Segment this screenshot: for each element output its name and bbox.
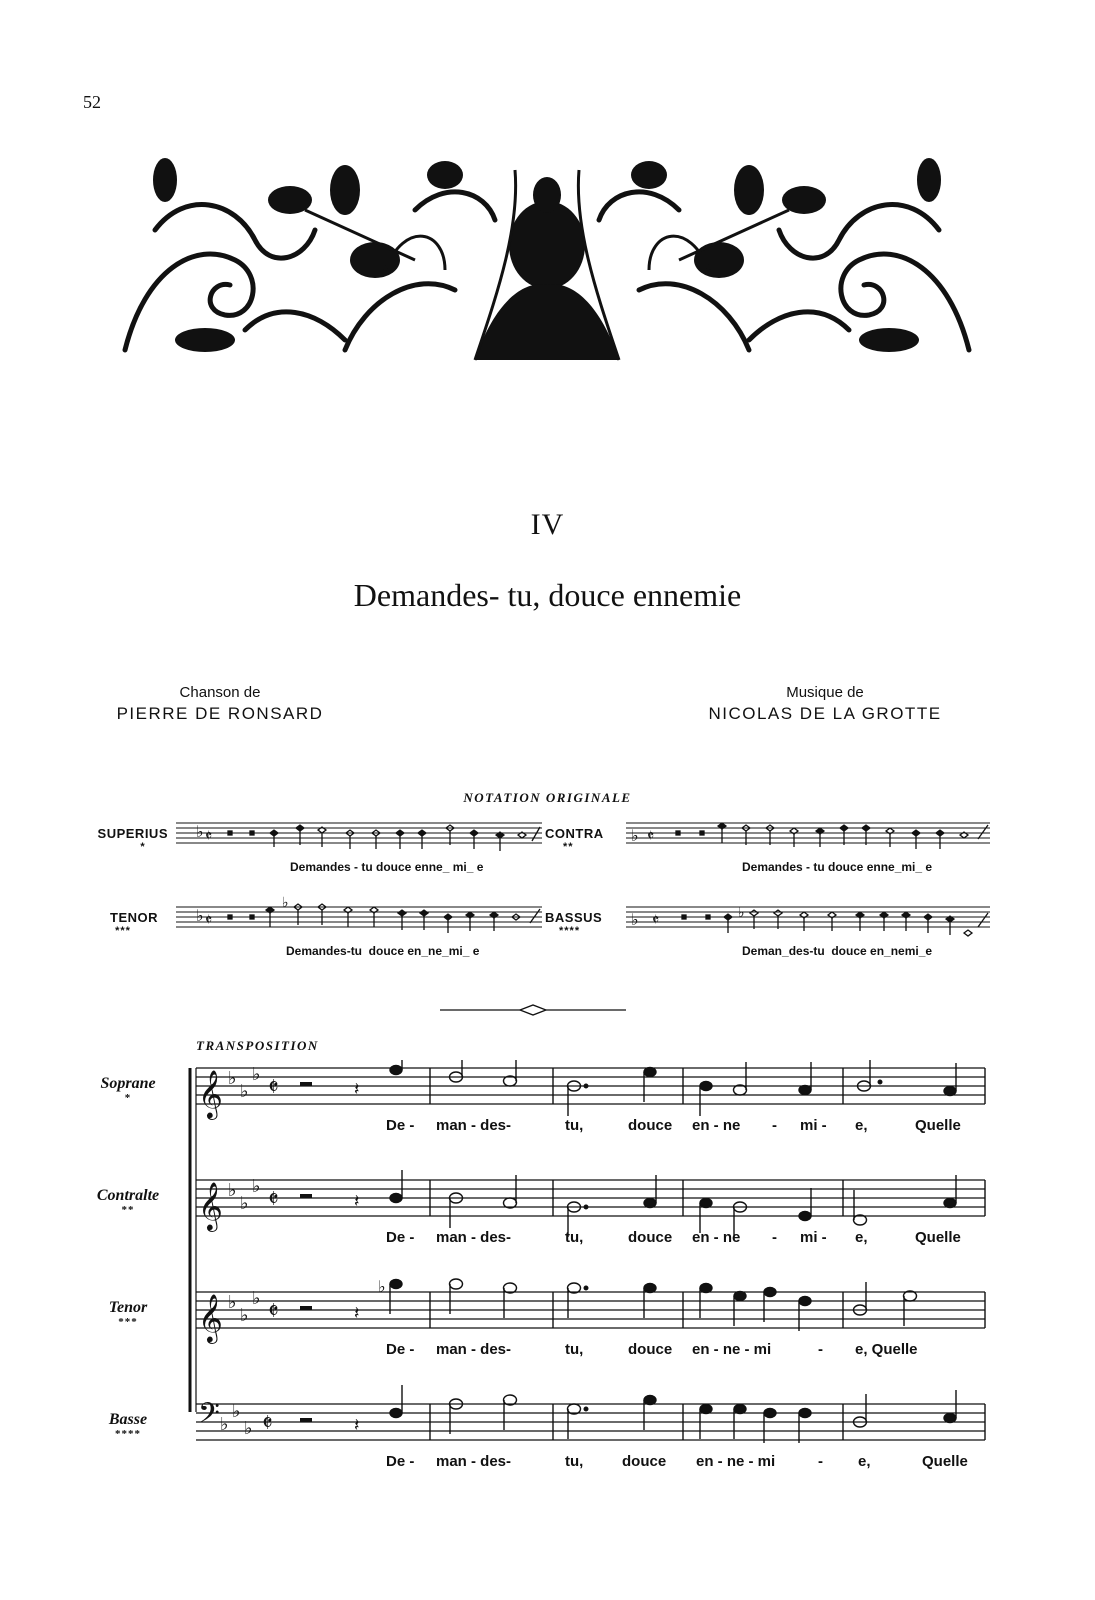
lyric-syllable: e, <box>858 1453 871 1470</box>
lyric-syllable: De - <box>386 1453 419 1470</box>
svg-text:♭: ♭ <box>244 1418 253 1439</box>
svg-text:𝄞: 𝄞 <box>198 1069 223 1118</box>
svg-text:♭: ♭ <box>252 1288 261 1309</box>
lyric-syllable: tu, <box>565 1341 584 1358</box>
svg-text:𝄽: 𝄽 <box>354 1191 360 1212</box>
lyric-syllable: e, <box>855 1117 868 1134</box>
lyric-syllable: - <box>818 1341 823 1358</box>
section-divider <box>440 1002 626 1018</box>
svg-text:♭: ♭ <box>252 1064 261 1085</box>
svg-text:♭: ♭ <box>232 1401 241 1422</box>
incipit-lyrics-superius: Demandes - tu douce enne_ mi_ e <box>290 860 484 874</box>
svg-text:♭: ♭ <box>240 1193 249 1214</box>
lyric-syllable: douce <box>628 1117 673 1134</box>
lyric-syllable: - <box>772 1117 777 1134</box>
lyric-syllable: e, Quelle <box>855 1341 918 1358</box>
svg-text:𝄵: 𝄵 <box>647 826 655 845</box>
lyrics-credit <box>60 684 380 724</box>
lyric-syllable: tu, <box>565 1117 584 1134</box>
incipit-staves <box>0 815 1095 965</box>
lyric-syllable: e, <box>855 1229 868 1246</box>
svg-text:𝄽: 𝄽 <box>354 1415 360 1436</box>
svg-text:♭: ♭ <box>228 1068 237 1089</box>
lyric-syllable: en - ne - mi <box>692 1341 772 1358</box>
lyric-syllable: douce <box>628 1341 673 1358</box>
svg-text:♭: ♭ <box>378 1277 386 1296</box>
svg-text:𝄵: 𝄵 <box>268 1297 279 1325</box>
svg-text:𝄽: 𝄽 <box>354 1303 360 1324</box>
svg-text:♭: ♭ <box>196 906 204 925</box>
lyric-syllable: en - ne - mi <box>696 1453 776 1470</box>
incipit-label-contra: CONTRA ** <box>545 826 604 853</box>
music-author: NICOLAS DE LA GROTTE <box>708 704 942 723</box>
incipit-staff-bassus <box>626 907 990 927</box>
svg-text:♭: ♭ <box>282 895 289 911</box>
piece-number: IV <box>530 508 565 541</box>
ornamental-banner <box>115 150 979 368</box>
svg-text:𝄵: 𝄵 <box>262 1409 273 1437</box>
lyric-syllable: Quelle <box>922 1453 968 1470</box>
lyric-syllable: douce <box>628 1229 673 1246</box>
svg-text:𝄵: 𝄵 <box>652 910 660 929</box>
svg-text:♭: ♭ <box>240 1081 249 1102</box>
incipit-label-tenor: TENOR *** <box>110 910 158 937</box>
svg-text:♭: ♭ <box>228 1180 237 1201</box>
voice-label-contralte: Contralte ** <box>96 1187 160 1216</box>
incipit-lyrics-tenor: Demandes-tu douce en_ne_mi_ e <box>286 944 480 958</box>
incipit-lyrics-bassus: Deman_des-tu douce en_nemi_e <box>742 944 933 958</box>
voice-label-basse: Basse **** <box>108 1411 148 1440</box>
music-label: Musique de <box>786 684 864 701</box>
voice-label-tenor: Tenor *** <box>108 1299 148 1328</box>
svg-text:𝄞: 𝄞 <box>198 1293 223 1342</box>
lyric-syllable: en - ne <box>692 1229 741 1246</box>
original-notation-heading: NOTATION ORIGINALE <box>463 790 632 805</box>
lyrics-label: Chanson de <box>179 684 261 701</box>
lyric-syllable: Quelle <box>915 1229 961 1246</box>
lyric-syllable: douce <box>622 1453 667 1470</box>
svg-text:♭: ♭ <box>240 1305 249 1326</box>
incipit-lyrics-contra: Demandes - tu douce enne_mi_ e <box>742 860 933 874</box>
piece-title: Demandes- tu, douce ennemie <box>353 577 742 613</box>
music-credit <box>660 684 990 724</box>
svg-text:𝄵: 𝄵 <box>205 826 213 845</box>
incipit-label-bassus: BASSUS **** <box>545 910 603 937</box>
staff-soprane <box>196 1068 985 1104</box>
lyric-syllable: en - ne <box>692 1117 741 1134</box>
svg-text:𝄽: 𝄽 <box>354 1079 360 1100</box>
staff-contralte <box>196 1180 985 1216</box>
lyric-syllable: mi - <box>800 1117 827 1134</box>
lyric-syllable: - <box>772 1229 777 1246</box>
page-number: 52 <box>83 92 101 112</box>
svg-text:♭: ♭ <box>252 1176 261 1197</box>
voice-label-soprane: Soprane * <box>100 1075 156 1104</box>
lyric-syllable: De - <box>386 1341 415 1358</box>
lyric-syllable: - <box>818 1453 823 1470</box>
svg-text:𝄵: 𝄵 <box>205 910 213 929</box>
lyric-syllable: man - des- <box>436 1453 512 1470</box>
svg-text:𝄞: 𝄞 <box>198 1181 223 1230</box>
transposition-heading: TRANSPOSITION <box>196 1038 319 1053</box>
svg-text:♭: ♭ <box>631 826 639 845</box>
svg-text:𝄢: 𝄢 <box>198 1397 220 1437</box>
incipit-label-superius: SUPERIUS * <box>97 826 168 853</box>
svg-text:♭: ♭ <box>220 1414 229 1435</box>
svg-text:♭: ♭ <box>631 910 639 929</box>
lyric-syllable: man - des- <box>436 1229 512 1246</box>
svg-text:𝄵: 𝄵 <box>268 1073 279 1101</box>
svg-text:♭: ♭ <box>738 905 745 921</box>
lyrics-author: PIERRE DE RONSARD <box>116 704 324 723</box>
lyric-syllable: tu, <box>565 1229 584 1246</box>
lyric-syllable: Quelle <box>915 1117 961 1134</box>
lyric-syllable: tu, <box>565 1453 584 1470</box>
lyric-syllable: mi - <box>800 1229 827 1246</box>
svg-text:♭: ♭ <box>228 1292 237 1313</box>
lyric-syllable: De - <box>386 1229 415 1246</box>
lyric-syllable: man - des- <box>436 1341 512 1358</box>
lyric-syllable: De - <box>386 1117 415 1134</box>
svg-text:𝄵: 𝄵 <box>268 1185 279 1213</box>
lyric-syllable: man - des- <box>436 1117 512 1134</box>
svg-text:♭: ♭ <box>196 822 204 841</box>
